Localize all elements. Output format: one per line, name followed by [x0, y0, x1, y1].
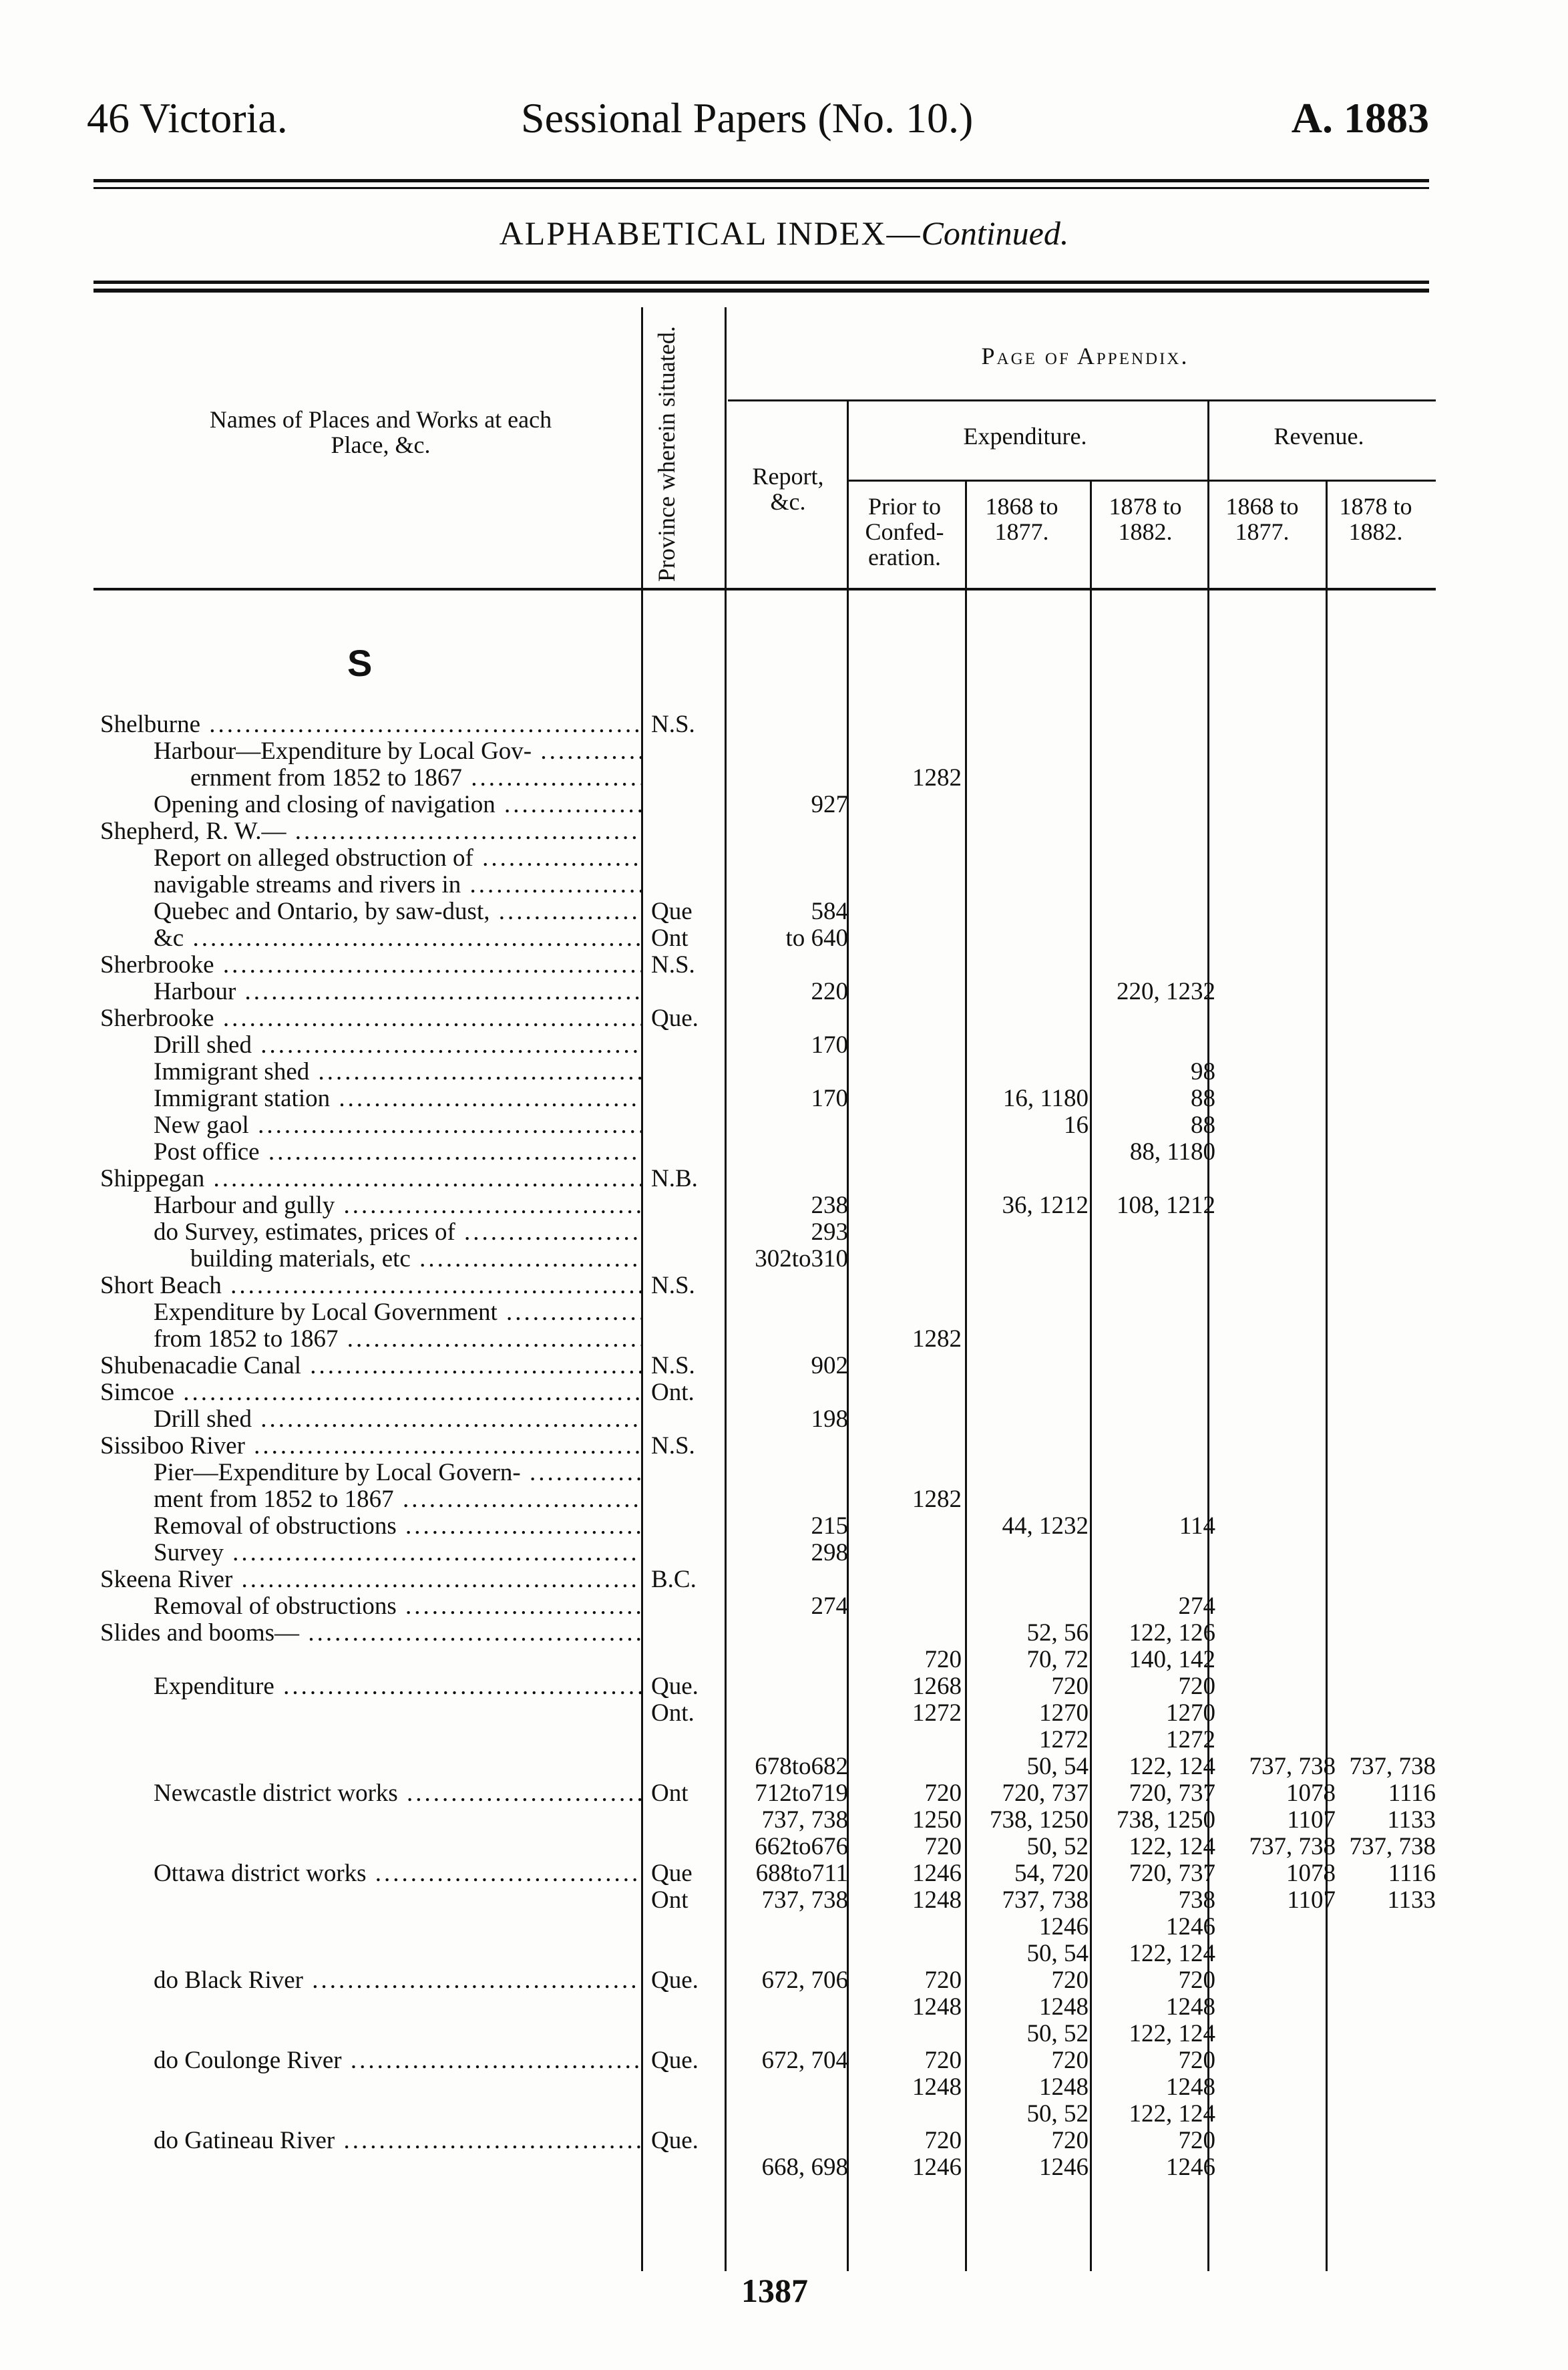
expenditure-1878-cell: 108, 1212	[1117, 1192, 1215, 1219]
expenditure-1868-cell: 720	[1051, 1673, 1089, 1700]
place-name: do Survey, estimates, prices of .....	[154, 1219, 641, 1246]
report-cell: 712to719	[755, 1780, 848, 1807]
running-header	[87, 94, 1429, 154]
place-name: ernment from 1852 to 1867 .....	[190, 765, 641, 792]
prior-cell: 720	[924, 1967, 962, 1994]
table-row	[0, 1914, 1568, 1940]
col-report-head: Report, &c.	[752, 463, 824, 515]
table-row	[0, 1940, 1568, 1967]
col-r1878-head: 1878 to 1882.	[1339, 493, 1412, 545]
province-cell: Que.	[651, 1673, 699, 1700]
expenditure-1868-cell: 720, 737	[1002, 1780, 1089, 1807]
expenditure-1868-cell: 720	[1051, 2127, 1089, 2154]
expenditure-1878-cell: 1270	[1166, 1699, 1215, 1727]
col-e1878-head: 1878 to 1882.	[1109, 493, 1182, 545]
expenditure-1878-cell: 88	[1191, 1112, 1215, 1139]
place-name: do Gatineau River .....	[154, 2128, 641, 2154]
table-row	[0, 1085, 1568, 1112]
table-row	[0, 1860, 1568, 1887]
expenditure-1868-cell: 50, 52	[1026, 1833, 1089, 1860]
table-row	[0, 1780, 1568, 1807]
place-name: New gaol .....	[154, 1112, 641, 1139]
page-title	[0, 214, 1568, 252]
place-name: Harbour .....	[154, 979, 641, 1005]
prior-cell: 1246	[912, 2154, 962, 2181]
prior-cell: 720	[924, 1780, 962, 1807]
prior-cell: 1282	[912, 1325, 962, 1353]
expenditure-1868-cell: 36, 1212	[1002, 1192, 1089, 1219]
col-names-head: Names of Places and Works at each Place, &c.	[209, 406, 552, 458]
revenue-1868-cell: 1078	[1286, 1780, 1336, 1807]
expenditure-1878-cell: 88	[1191, 1085, 1215, 1112]
col-province-head: Province wherein situated.	[653, 326, 680, 582]
table-row	[0, 1166, 1568, 1192]
place-name: Shelburne .....	[100, 711, 641, 738]
table-row	[0, 1540, 1568, 1566]
expenditure-1868-cell: 16, 1180	[1002, 1085, 1089, 1112]
prior-cell: 1282	[912, 764, 962, 792]
place-name: Drill shed .....	[154, 1032, 641, 1059]
place-name: Post office .....	[154, 1139, 641, 1166]
header-title: Sessional Papers (No. 10.)	[521, 94, 974, 142]
expenditure-1868-cell: 1270	[1039, 1699, 1089, 1727]
report-cell: 902	[811, 1352, 848, 1379]
expenditure-1868-cell: 16	[1064, 1112, 1089, 1139]
revenue-1878-cell: 1116	[1388, 1780, 1436, 1807]
table-row	[0, 1299, 1568, 1326]
place-name: Harbour—Expenditure by Local Gov- .....	[154, 738, 641, 765]
prior-cell: 1282	[912, 1486, 962, 1513]
place-name: Quebec and Ontario, by saw-dust, .....	[154, 898, 641, 925]
expenditure-1878-cell: 122, 124	[1129, 1753, 1215, 1780]
place-name: Survey .....	[154, 1540, 641, 1566]
province-cell: N.S.	[651, 1432, 695, 1460]
place-name: Shubenacadie Canal .....	[100, 1353, 641, 1379]
place-name: Shepherd, R. W.— .....	[100, 818, 641, 845]
province-cell: Ont	[651, 1780, 689, 1807]
report-cell: 668, 698	[761, 2154, 848, 2181]
province-cell: Que.	[651, 1005, 699, 1032]
table-row	[0, 1032, 1568, 1059]
table-row	[0, 898, 1568, 925]
place-name: Skeena River .....	[100, 1566, 641, 1593]
table-row	[0, 1353, 1568, 1379]
place-name: Shippegan .....	[100, 1166, 641, 1192]
province-cell: Que	[651, 1860, 693, 1887]
report-cell: 238	[811, 1192, 848, 1219]
report-cell: 737, 738	[761, 1886, 848, 1914]
expenditure-1878-cell: 1272	[1166, 1726, 1215, 1753]
report-cell: 737, 738	[761, 1806, 848, 1834]
place-name: navigable streams and rivers in .....	[154, 872, 641, 898]
report-cell: 688to711	[755, 1860, 848, 1887]
expenditure-1868-cell: 738, 1250	[990, 1806, 1089, 1834]
col-prior-head: Prior to Confed- eration.	[865, 493, 944, 570]
expenditure-1878-cell: 720	[1178, 1967, 1215, 1994]
place-name: Sissiboo River .....	[100, 1433, 641, 1460]
table-row	[0, 711, 1568, 738]
expenditure-1868-cell: 70, 72	[1026, 1646, 1089, 1673]
revenue-1868-cell: 737, 738	[1249, 1753, 1336, 1780]
revenue-1868-cell: 737, 738	[1249, 1833, 1336, 1860]
prior-cell: 720	[924, 1833, 962, 1860]
expenditure-1878-cell: 720, 737	[1129, 1860, 1215, 1887]
expenditure-1868-cell: 1248	[1039, 1993, 1089, 2021]
page-number: 1387	[741, 2272, 808, 2309]
expenditure-1878-cell: 720, 737	[1129, 1780, 1215, 1807]
expenditure-1878-cell: 122, 124	[1129, 2100, 1215, 2128]
prior-cell: 1248	[912, 1993, 962, 2021]
table-row	[0, 979, 1568, 1005]
expenditure-1878-cell: 114	[1179, 1512, 1215, 1540]
province-cell: Que.	[651, 2047, 699, 2074]
province-cell: Que.	[651, 2127, 699, 2154]
province-cell: Ont.	[651, 1379, 695, 1406]
header-rule-bottom	[93, 187, 1429, 189]
table-row	[0, 1005, 1568, 1032]
prior-cell: 1246	[912, 1860, 962, 1887]
col-revenue-head: Revenue.	[1273, 423, 1364, 450]
revenue-1878-cell: 737, 738	[1349, 1753, 1436, 1780]
report-cell: 927	[811, 791, 848, 818]
expenditure-1878-cell: 720	[1178, 2127, 1215, 2154]
report-cell: 672, 706	[761, 1967, 848, 1994]
section-letter: S	[347, 642, 373, 684]
place-name: Expenditure .....	[154, 1673, 641, 1700]
expenditure-1878-cell: 1246	[1166, 2154, 1215, 2181]
header-bottom-rule	[93, 588, 1436, 590]
expenditure-1878-cell: 122, 124	[1129, 1833, 1215, 1860]
table-row	[0, 738, 1568, 765]
prior-cell: 720	[924, 2047, 962, 2074]
province-cell: Ont	[651, 1886, 689, 1914]
table-row	[0, 1700, 1568, 1727]
table-row	[0, 2021, 1568, 2047]
place-name: Simcoe .....	[100, 1379, 641, 1406]
province-cell: Que	[651, 898, 693, 925]
expenditure-1878-cell: 122, 124	[1129, 1940, 1215, 1967]
table-row	[0, 1647, 1568, 1673]
report-cell: 198	[811, 1405, 848, 1433]
expenditure-1868-cell: 737, 738	[1002, 1886, 1089, 1914]
expenditure-1868-cell: 44, 1232	[1002, 1512, 1089, 1540]
title-main: ALPHABETICAL INDEX—	[499, 214, 922, 252]
prior-cell: 1250	[912, 1806, 962, 1834]
province-cell: N.S.	[651, 711, 695, 738]
expenditure-1878-cell: 1248	[1166, 1993, 1215, 2021]
expenditure-1878-cell: 220, 1232	[1117, 978, 1215, 1005]
table-row	[0, 1219, 1568, 1246]
place-name: Immigrant shed .....	[154, 1059, 641, 1085]
table-row	[0, 818, 1568, 845]
province-cell: N.S.	[651, 1272, 695, 1299]
revenue-1868-cell: 1078	[1286, 1860, 1336, 1887]
expenditure-1878-cell: 738, 1250	[1117, 1806, 1215, 1834]
expenditure-1878-cell: 738	[1178, 1886, 1215, 1914]
expenditure-1868-cell: 50, 52	[1026, 2100, 1089, 2128]
table-row	[0, 1246, 1568, 1273]
table-row	[0, 1059, 1568, 1085]
table-row	[0, 1273, 1568, 1299]
report-cell: 215	[811, 1512, 848, 1540]
table-row	[0, 845, 1568, 872]
province-cell: N.S.	[651, 951, 695, 979]
report-cell: 302to310	[755, 1245, 848, 1273]
province-cell: B.C.	[651, 1566, 697, 1593]
expenditure-1878-cell: 88, 1180	[1129, 1138, 1215, 1166]
table-row	[0, 2074, 1568, 2101]
place-name: ment from 1852 to 1867 .....	[154, 1486, 641, 1513]
report-cell: 170	[811, 1085, 848, 1112]
table-row	[0, 1593, 1568, 1620]
table-row	[0, 1753, 1568, 1780]
table-row	[0, 2154, 1568, 2181]
place-name: Opening and closing of navigation .....	[154, 792, 641, 818]
expenditure-1868-cell: 50, 54	[1026, 1753, 1089, 1780]
table-row	[0, 925, 1568, 952]
place-name: Ottawa district works .....	[154, 1860, 641, 1887]
table-row	[0, 2128, 1568, 2154]
revenue-1868-cell: 1107	[1287, 1886, 1336, 1914]
place-name: Slides and booms— .....	[100, 1620, 641, 1647]
place-name: Sherbrooke .....	[100, 1005, 641, 1032]
report-cell: 678to682	[755, 1753, 848, 1780]
expenditure-1868-cell: 1272	[1039, 1726, 1089, 1753]
province-cell: N.S.	[651, 1352, 695, 1379]
place-name: Removal of obstructions .....	[154, 1513, 641, 1540]
expenditure-1878-cell: 140, 142	[1129, 1646, 1215, 1673]
expenditure-1878-cell: 122, 124	[1129, 2020, 1215, 2047]
table-row	[0, 1994, 1568, 2021]
place-name: Sherbrooke .....	[100, 952, 641, 979]
place-name: Immigrant station .....	[154, 1085, 641, 1112]
prior-cell: 720	[924, 2127, 962, 2154]
table-row	[0, 1620, 1568, 1647]
report-cell: 672, 704	[761, 2047, 848, 2074]
table-row	[0, 1673, 1568, 1700]
expenditure-1868-cell: 1246	[1039, 1913, 1089, 1940]
place-name: Newcastle district works .....	[154, 1780, 641, 1807]
expenditure-1868-cell: 54, 720	[1014, 1860, 1089, 1887]
expenditure-1868-cell: 1248	[1039, 2073, 1089, 2101]
table-row	[0, 1326, 1568, 1353]
expenditure-1878-cell: 720	[1178, 1673, 1215, 1700]
place-name: Report on alleged obstruction of .....	[154, 845, 641, 872]
place-name: Removal of obstructions .....	[154, 1593, 641, 1620]
header-year: A. 1883	[1291, 94, 1429, 142]
prior-cell: 1248	[912, 1886, 962, 1914]
expenditure-1878-cell: 720	[1178, 2047, 1215, 2074]
table-row	[0, 1967, 1568, 1994]
report-cell: 220	[811, 978, 848, 1005]
header-session: 46 Victoria.	[87, 94, 288, 142]
table-row	[0, 1807, 1568, 1834]
prior-cell: 720	[924, 1646, 962, 1673]
report-cell: to 640	[785, 924, 848, 952]
expenditure-1868-cell: 52, 56	[1026, 1619, 1089, 1647]
table-row	[0, 1379, 1568, 1406]
appendix-rule	[728, 399, 1436, 401]
col-r1868-head: 1868 to 1877.	[1225, 493, 1299, 545]
expenditure-1878-cell: 98	[1191, 1058, 1215, 1085]
place-name: Expenditure by Local Government .....	[154, 1299, 641, 1326]
place-name: Drill shed .....	[154, 1406, 641, 1433]
place-name: building materials, etc .....	[190, 1246, 641, 1273]
expenditure-rule	[848, 480, 1436, 482]
table-row	[0, 792, 1568, 818]
table-row	[0, 1460, 1568, 1486]
expenditure-1868-cell: 720	[1051, 1967, 1089, 1994]
report-cell: 274	[811, 1592, 848, 1620]
revenue-1878-cell: 1133	[1387, 1806, 1436, 1834]
expenditure-1868-cell: 1246	[1039, 2154, 1089, 2181]
col-appendix-head: Page of Appendix.	[981, 343, 1189, 369]
table-row	[0, 952, 1568, 979]
table-row	[0, 1513, 1568, 1540]
place-name: Short Beach .....	[100, 1273, 641, 1299]
expenditure-1868-cell: 50, 54	[1026, 1940, 1089, 1967]
table-rule-top-2	[93, 289, 1429, 293]
revenue-1878-cell: 1116	[1388, 1860, 1436, 1887]
expenditure-1878-cell: 1248	[1166, 2073, 1215, 2101]
expenditure-1878-cell: 274	[1178, 1592, 1215, 1620]
table-row	[0, 1887, 1568, 1914]
table-row	[0, 1433, 1568, 1460]
expenditure-1868-cell: 50, 52	[1026, 2020, 1089, 2047]
table-row	[0, 765, 1568, 792]
table-row	[0, 1727, 1568, 1753]
place-name: do Coulonge River .....	[154, 2047, 641, 2074]
place-name: from 1852 to 1867 .....	[154, 1326, 641, 1353]
province-cell: Ont	[651, 924, 689, 952]
province-cell: Ont.	[651, 1699, 695, 1727]
table-row	[0, 1139, 1568, 1166]
table-row	[0, 1112, 1568, 1139]
prior-cell: 1248	[912, 2073, 962, 2101]
prior-cell: 1268	[912, 1673, 962, 1700]
report-cell: 293	[811, 1218, 848, 1246]
place-name: Pier—Expenditure by Local Govern- .....	[154, 1460, 641, 1486]
report-cell: 170	[811, 1031, 848, 1059]
expenditure-1878-cell: 1246	[1166, 1913, 1215, 1940]
col-expenditure-head: Expenditure.	[963, 423, 1087, 450]
report-cell: 662to676	[755, 1833, 848, 1860]
expenditure-1868-cell: 720	[1051, 2047, 1089, 2074]
place-name: Harbour and gully .....	[154, 1192, 641, 1219]
prior-cell: 1272	[912, 1699, 962, 1727]
place-name: &c .....	[154, 925, 641, 952]
table-row	[0, 2047, 1568, 2074]
report-cell: 298	[811, 1539, 848, 1566]
province-cell: N.B.	[651, 1165, 698, 1192]
table-row	[0, 1834, 1568, 1860]
header-rule-top	[93, 179, 1429, 182]
place-name: do Black River .....	[154, 1967, 641, 1994]
table-row	[0, 2101, 1568, 2128]
province-cell: Que.	[651, 1967, 699, 1994]
expenditure-1878-cell: 122, 126	[1129, 1619, 1215, 1647]
table-row	[0, 1406, 1568, 1433]
revenue-1878-cell: 737, 738	[1349, 1833, 1436, 1860]
revenue-1878-cell: 1133	[1387, 1886, 1436, 1914]
table-rule-top-1	[93, 281, 1429, 284]
report-cell: 584	[811, 898, 848, 925]
table-row	[0, 1192, 1568, 1219]
col-e1868-head: 1868 to 1877.	[985, 493, 1058, 545]
table-row	[0, 872, 1568, 898]
table-row	[0, 1566, 1568, 1593]
table-row	[0, 1486, 1568, 1513]
revenue-1868-cell: 1107	[1287, 1806, 1336, 1834]
title-suffix: Continued.	[921, 214, 1069, 252]
